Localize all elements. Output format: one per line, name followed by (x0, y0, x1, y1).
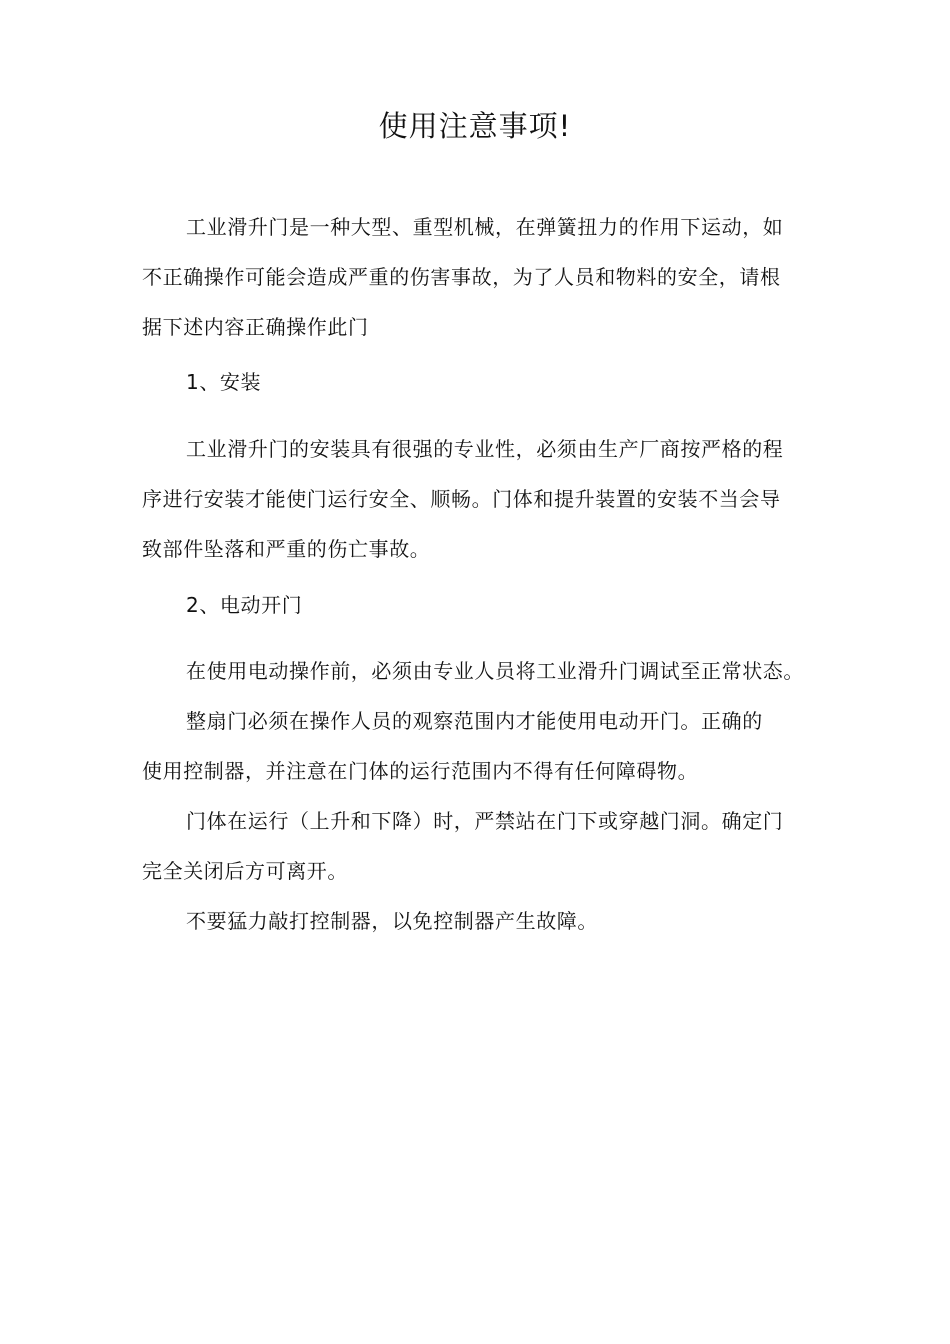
electric-line-2: 整扇门必须在操作人员的观察范围内才能使用电动开门。正确的 (186, 709, 763, 733)
electric-line-6: 不要猛力敲打控制器，以免控制器产生故障。 (186, 909, 598, 933)
install-line-1: 工业滑升门的安装具有很强的专业性，必须由生产厂商按严格的程 (186, 437, 784, 461)
electric-line-3: 使用控制器，并注意在门体的运行范围内不得有任何障碍物。 (142, 759, 699, 783)
intro-line-2: 不正确操作可能会造成严重的伤害事故，为了人员和物料的安全，请根 (142, 265, 781, 289)
intro-line-3: 据下述内容正确操作此门 (142, 315, 369, 339)
section-heading-electric-open: 2、电动开门 (186, 593, 303, 617)
section-heading-install: 1、安装 (186, 370, 262, 394)
install-line-2: 序进行安装才能使门运行安全、顺畅。门体和提升装置的安装不当会导 (142, 487, 781, 511)
electric-line-4: 门体在运行（上升和下降）时，严禁站在门下或穿越门洞。确定门 (186, 809, 784, 833)
install-line-3: 致部件坠落和严重的伤亡事故。 (142, 537, 431, 561)
electric-line-1: 在使用电动操作前，必须由专业人员将工业滑升门调试至正常状态。 (186, 659, 804, 683)
document-title: 使用注意事项! (378, 109, 572, 143)
electric-line-5: 完全关闭后方可离开。 (142, 859, 348, 883)
intro-line-1: 工业滑升门是一种大型、重型机械，在弹簧扭力的作用下运动，如 (186, 215, 784, 239)
